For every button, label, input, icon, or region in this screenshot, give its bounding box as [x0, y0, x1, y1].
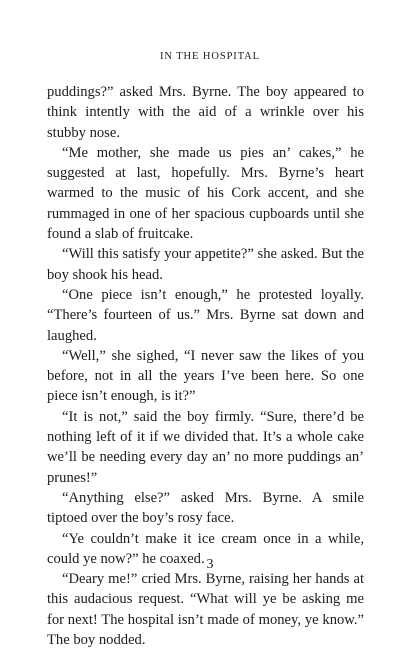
paragraph-3: “Will this satisfy your appetite?” she asked. But the boy shook his head. [47, 246, 364, 283]
paragraph-6: “It is not,” said the boy firmly. “Sure, there’d be nothing left of it if we divided that. It’s a whole cake we’ll be needing every day an’ no more puddings an’ prunes!” [47, 408, 364, 486]
paragraph-5: “Well,” she sighed, “I never saw the likes of you before, not in all the years I’ve been here. So one piece isn’t enough, is it?” [47, 347, 364, 405]
paragraph-7: “Anything else?” asked Mrs. Byrne. A smile tiptoed over the boy’s rosy face. [47, 489, 364, 527]
paragraph-4: “One piece isn’t enough,” he protested loyally. “There’s fourteen of us.” Mrs. Byrne sat down and laughed. [47, 286, 364, 344]
paragraph-8: “Ye couldn’t make it ice cream once in a while, could ye now?” he coaxed. [47, 530, 364, 567]
paragraph-9: “Deary me!” cried Mrs. Byrne, raising her hands at this audacious request. “What will ye be asking me for next! The hospital isn’t made of money, ye know.” The boy nodded. [47, 571, 364, 649]
paragraph-1: puddings?” asked Mrs. Byrne. The boy appeared to think intently with the aid of a wrinkle over his stubby nose. [47, 84, 364, 141]
running-head: IN THE HOSPITAL [160, 51, 260, 62]
paragraph-2: “Me mother, she made us pies an’ cakes,” he suggested at last, hopefully. Mrs. Byrne’s heart warmed to the music of his Cork accent, and she rummaged in one of her spacious cupboards until she found a slab of fruitcake. [47, 144, 364, 243]
page-number: 3 [206, 557, 214, 572]
